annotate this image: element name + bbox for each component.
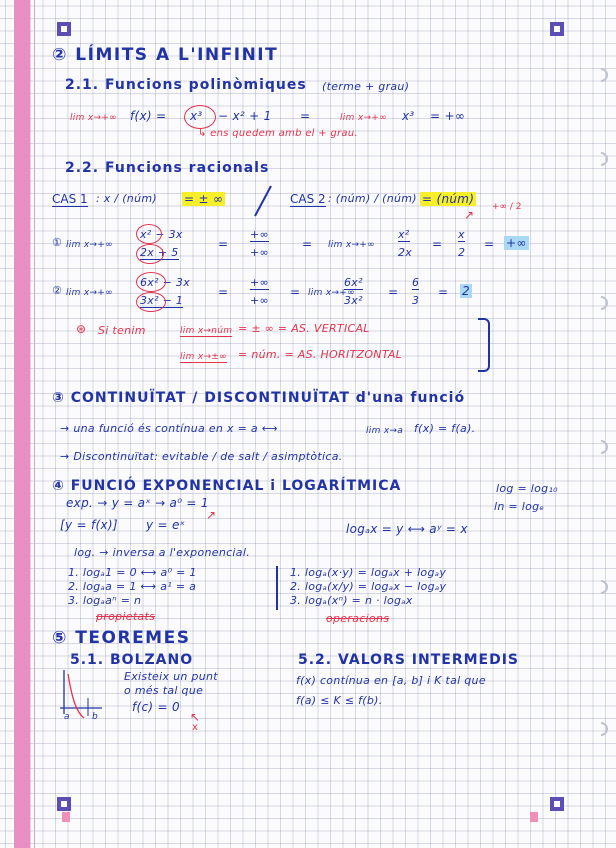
example1-step1-bottom: +∞ [250, 246, 269, 259]
properties-label: propietats [96, 610, 156, 623]
exp-y-fx: [y = f(x)] [60, 518, 118, 532]
section2-1-title: 2.1. Funcions polinòmiques [65, 77, 307, 93]
cas2-result [420, 192, 476, 206]
pink-mark-bottom-right [530, 812, 538, 822]
example1-number: ① [52, 236, 62, 249]
graph-b-label: b [92, 712, 99, 722]
poly-x3-b: x³ [402, 109, 415, 123]
equals-sign: = [302, 237, 313, 251]
poly-equals: = [300, 109, 311, 123]
example1-step4-top: x [458, 228, 465, 241]
equals-sign: = [218, 285, 229, 299]
example1-step3-bottom: 2x [398, 246, 413, 259]
example2-step2: lim x→+∞ [308, 288, 355, 298]
section2-2-title: 2.2. Funcions racionals [65, 160, 270, 176]
equals-sign: = [432, 237, 443, 251]
red-arrow-icon: ↖ [190, 710, 201, 724]
cas1-fraction: : x / (núm) [96, 192, 157, 205]
red-circle [136, 244, 164, 264]
example1-step3-top: x² [398, 228, 410, 241]
cas1-result [182, 192, 225, 206]
poly-limit-2: lim x→+∞ [340, 113, 387, 123]
equals-sign: = [290, 285, 301, 299]
corner-mark-top-right [550, 22, 564, 36]
example2-step3-top: 6x² [344, 276, 363, 289]
example2-denominator: 3x² − 1 [140, 294, 184, 307]
note-vertical: = ± ∞ = AS. VERTICAL [238, 322, 370, 335]
example1-denominator: 2x + 5 [140, 246, 179, 259]
operation-1: 1. logₐ(x·y) = logₐx + logₐy [290, 566, 447, 579]
poly-x3: x³ [190, 109, 203, 123]
pink-margin-strip [14, 0, 30, 848]
poly-limit: lim x→+∞ [70, 113, 117, 123]
example1-step2: lim x→+∞ [328, 240, 375, 250]
binder-hole-icon [591, 149, 611, 169]
cas1-result-text: = ± ∞ [184, 192, 224, 206]
red-circle [136, 224, 162, 244]
intermediate-values-title: 5.2. VALORS INTERMEDIS [298, 652, 520, 668]
ln-def: ln = logₑ [494, 500, 545, 513]
loga-def: logₐx = y ⟷ aʸ = x [346, 522, 468, 536]
equals-sign: = [388, 285, 399, 299]
cas2-fraction: : (núm) / (núm) [328, 192, 417, 205]
example2-step1-bottom: +∞ [250, 294, 269, 307]
cas2-label: CAS 2 [290, 192, 326, 206]
example1-step1-top: +∞ [250, 228, 269, 241]
continuity-rest: f(x) = f(a). [414, 422, 476, 435]
bolzano-title: 5.1. BOLZANO [70, 652, 194, 668]
intermediate-values-line1: f(x) contínua en [a, b] i K tal que [296, 674, 486, 687]
example2-step4-bottom: 3 [412, 294, 420, 307]
poly-fx: f(x) = [130, 109, 167, 123]
example1-step4-bottom: 2 [458, 246, 466, 259]
equals-sign: = [484, 237, 495, 251]
note-limit-1: lim x→núm [180, 326, 233, 336]
section5-title: ⑤ TEOREMES [52, 628, 191, 648]
corner-mark-top-left [57, 22, 71, 36]
pink-mark-bottom-left [62, 812, 70, 822]
intermediate-values-line2: f(a) ≤ K ≤ f(b). [296, 694, 383, 707]
corner-mark-bottom-left [57, 797, 71, 811]
equals-sign: = [218, 237, 229, 251]
red-arrow-icon: ↗ [464, 208, 475, 222]
note-horizontal: = núm. = AS. HORITZONTAL [238, 348, 403, 361]
binder-hole-icon [591, 65, 611, 85]
note-star-icon: ⊛ [76, 322, 87, 336]
graph-curve [68, 674, 84, 718]
side-note: +∞ / 2 [492, 202, 522, 212]
property-2: 2. logₐa = 1 ⟷ a¹ = a [68, 580, 197, 593]
equals-sign: = [438, 285, 449, 299]
section2-title: ② LÍMITS A L'INFINIT [52, 45, 279, 65]
operations-label: operacions [326, 612, 390, 625]
binder-hole-icon [591, 719, 611, 739]
example2-number: ② [52, 284, 62, 297]
section2-1-note: (terme + grau) [322, 80, 410, 93]
bolzano-x-label: x [192, 722, 198, 733]
poly-note: ↳ ens quedem amb el + grau. [198, 128, 358, 139]
note-limit-2: lim x→±∞ [180, 352, 227, 362]
exp-line: exp. → y = aˣ → a⁰ = 1 [66, 496, 209, 510]
graph-a-label: a [64, 712, 70, 722]
separator-slash [254, 186, 272, 217]
example2-step4-top: 6 [412, 276, 420, 289]
discontinuity-types: → Discontinuïtat: evitable / de salt / asimptòtica. [60, 450, 343, 463]
example2-result-text: 2 [462, 284, 470, 298]
bolzano-line1: Existeix un punt [124, 670, 218, 683]
column-divider [276, 566, 278, 610]
cas1-label: CAS 1 [52, 192, 88, 206]
log-def: log = log₁₀ [496, 482, 558, 495]
red-arrow-icon: ↗ [206, 508, 217, 522]
example2-step3-bottom: 3x² [344, 294, 363, 307]
poly-result: = +∞ [430, 109, 466, 123]
continuity-definition: → una funció és contínua en x = a ⟷ [60, 422, 278, 435]
cas2-result-text: = (núm) [422, 192, 475, 206]
example1-limit: lim x→+∞ [66, 240, 113, 250]
exp-e: y = eˣ [146, 518, 186, 532]
property-3: 3. logₐaⁿ = n [68, 594, 142, 607]
bolzano-fc: f(c) = 0 [132, 700, 180, 714]
bolzano-line2: o més tal que [124, 684, 204, 697]
section3-title: ③ CONTINUÏTAT / DISCONTINUÏTAT d'una funció [52, 390, 466, 406]
section4-title: ④ FUNCIÓ EXPONENCIAL i LOGARÍTMICA [52, 478, 402, 494]
binder-hole-icon [591, 437, 611, 457]
example2-numerator: 6x² − 3x [140, 276, 191, 289]
operation-2: 2. logₐ(x/y) = logₐx − logₐy [290, 580, 447, 593]
property-1: 1. logₐ1 = 0 ⟷ a⁰ = 1 [68, 566, 197, 579]
example1-numerator: x² − 3x [140, 228, 183, 241]
log-inverse: log. → inversa a l'exponencial. [74, 546, 250, 559]
note-bracket [478, 318, 490, 372]
corner-mark-bottom-right [550, 797, 564, 811]
red-circle [136, 292, 166, 312]
red-circle [136, 272, 166, 292]
continuity-limit: lim x→a [366, 426, 404, 436]
example1-result [504, 236, 529, 250]
example2-limit: lim x→+∞ [66, 288, 113, 298]
operation-3: 3. logₐ(xⁿ) = n · logₐx [290, 594, 413, 607]
note-lead: Si tenim [98, 324, 146, 337]
margin-line [34, 0, 35, 848]
binder-hole-icon [591, 577, 611, 597]
example2-result [460, 284, 472, 298]
example1-result-text: +∞ [506, 236, 527, 250]
binder-hole-icon [591, 293, 611, 313]
poly-rest: − x² + 1 [218, 109, 272, 123]
example2-step1-top: +∞ [250, 276, 269, 289]
